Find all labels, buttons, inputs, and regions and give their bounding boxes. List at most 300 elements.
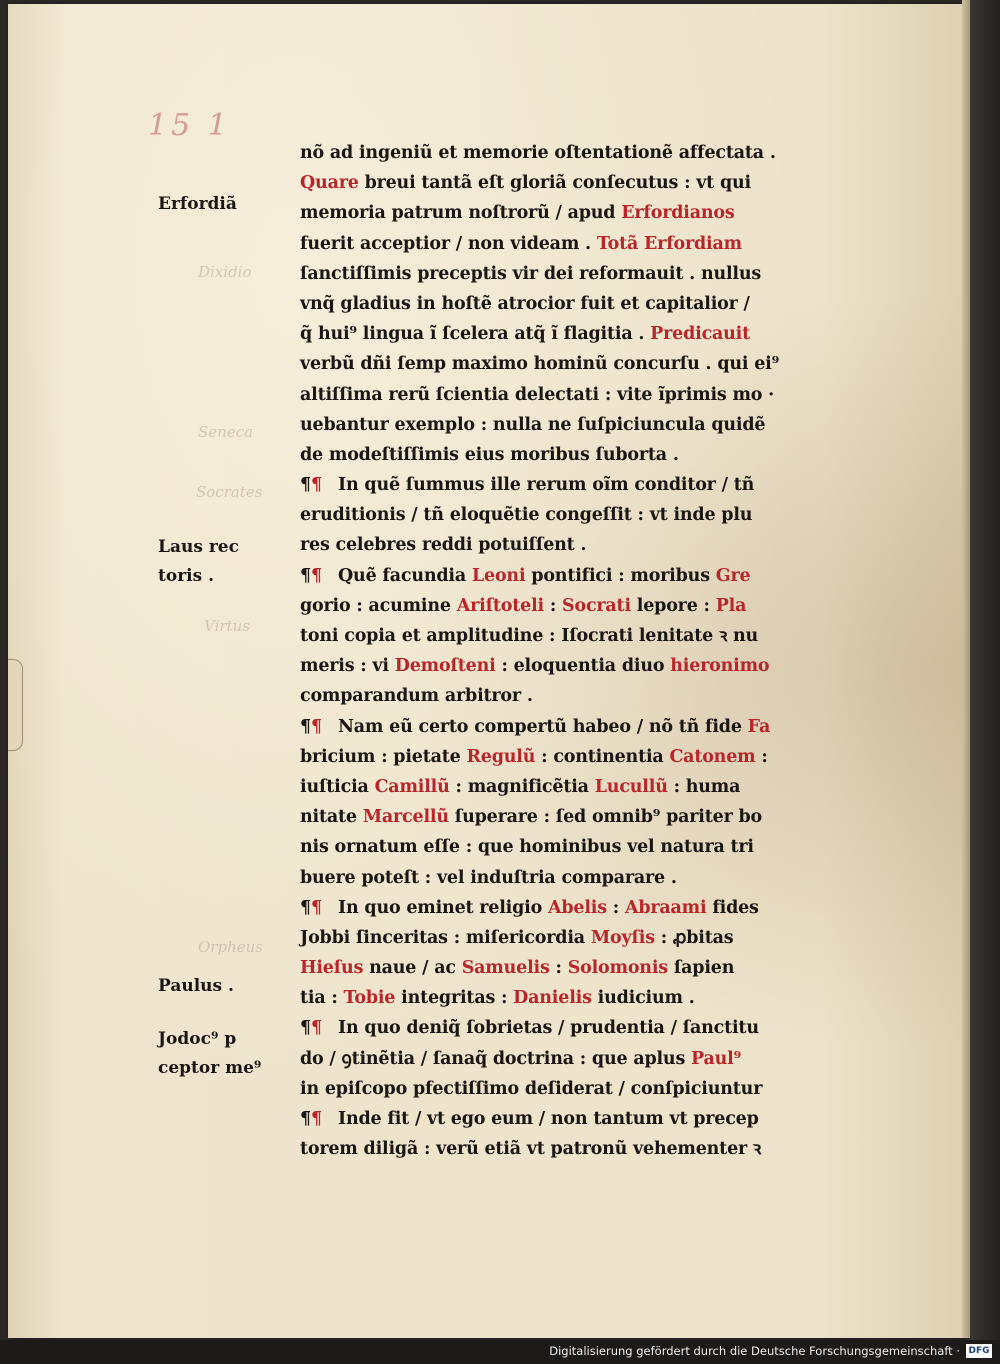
word: . — [585, 233, 597, 254]
paragraph-mark-icon: ¶¶ — [300, 1109, 322, 1129]
word: ſanctitu — [682, 1018, 759, 1039]
word: reformauit — [579, 263, 690, 284]
word: conſecutus — [572, 173, 685, 194]
word: fit — [387, 1109, 415, 1129]
book-spine — [970, 0, 1000, 1340]
word: q̃ — [300, 324, 318, 345]
word: : — [612, 897, 625, 918]
word: eruditionis — [300, 505, 412, 526]
word: bo — [738, 807, 762, 828]
word: : — [501, 988, 514, 1009]
funding-credit: Digitalisierung gefördert durch die Deutsche Forschungsgemeinschaft · — [549, 1344, 960, 1358]
word: nulla — [492, 414, 548, 435]
word: ille — [490, 475, 527, 496]
word: ſobrietas — [466, 1018, 559, 1039]
word: concurſu — [613, 354, 706, 375]
word: gloriã — [509, 173, 573, 194]
word: gorio — [300, 595, 357, 616]
word: lingua — [362, 324, 430, 345]
word: / — [422, 958, 435, 979]
paragraph-line — [300, 712, 830, 742]
paragraph-mark-icon: ¶¶ — [300, 716, 322, 737]
rubricated-word: Lucullũ — [594, 776, 674, 797]
word: . — [580, 535, 587, 556]
text-line — [300, 530, 830, 560]
text-line — [300, 1134, 830, 1164]
paragraph-line — [300, 1104, 830, 1134]
word: que — [477, 837, 520, 858]
word: hominũ — [533, 354, 614, 375]
word: . — [638, 324, 651, 345]
word: capitalior — [645, 293, 744, 314]
word: ĩ — [429, 324, 443, 345]
word: ſemp — [397, 354, 452, 375]
word: eloquentia — [513, 656, 622, 677]
word: do — [300, 1048, 330, 1069]
word: potuiſſent — [478, 535, 581, 556]
rubricated-word: Erfordianos — [621, 203, 735, 224]
word: ſuſpiciuncula — [577, 414, 712, 435]
show-through-text: Dixidio — [198, 263, 252, 281]
word: : — [424, 867, 437, 888]
rubricated-word: Solomonis — [567, 958, 674, 979]
word: atq̃ — [514, 324, 552, 345]
word: res — [300, 535, 336, 556]
word: hui⁹ — [317, 324, 363, 345]
word: In — [338, 475, 365, 496]
word: : — [549, 595, 563, 616]
text-line — [300, 289, 830, 319]
word: atrocior — [497, 293, 581, 314]
word: nis — [300, 837, 335, 858]
word: arbitror — [444, 686, 527, 707]
rubricated-word: Quare — [300, 173, 365, 194]
rubricated-word: Erfordiam — [644, 233, 742, 254]
paragraph-mark-icon: ¶¶ — [300, 897, 322, 918]
word: ei⁹ — [754, 354, 780, 375]
word: rerum — [526, 475, 593, 496]
word: flagitia — [563, 324, 639, 345]
paragraph-line — [300, 1013, 830, 1043]
word: gladius — [340, 293, 417, 314]
word: apud — [567, 203, 622, 224]
word: non — [550, 1109, 594, 1129]
word: fuit — [580, 293, 621, 314]
word: hominibus — [519, 837, 628, 858]
text-line — [300, 198, 830, 228]
folio-number: 15 1 — [148, 108, 231, 143]
word: poteſt — [361, 867, 425, 888]
word: In — [338, 1018, 365, 1039]
word: integritas — [401, 988, 502, 1009]
word: bricium — [300, 746, 382, 767]
word: pariter — [666, 807, 739, 828]
rubricated-word: Danielis — [513, 988, 598, 1009]
word: lepore — [636, 595, 704, 616]
word: . — [705, 354, 718, 375]
word: ornatum — [334, 837, 424, 858]
word: Quẽ — [338, 565, 383, 586]
word: magnificẽtia — [467, 776, 595, 797]
word: : — [360, 656, 373, 677]
word: ꝯtinẽtia — [341, 1048, 421, 1069]
word: rerũ — [388, 384, 436, 405]
word: omnib⁹ — [591, 807, 667, 828]
word: modeſtiſſimis — [328, 444, 465, 465]
word: compertũ — [474, 716, 573, 737]
word: moribus — [630, 565, 716, 586]
word: preceptis — [417, 263, 513, 284]
word: induſtria — [470, 867, 562, 888]
word: eloquẽtie — [449, 505, 546, 526]
text-line — [300, 863, 830, 893]
word: vel — [436, 867, 471, 888]
word: / — [743, 293, 750, 314]
word: ſinceritas — [355, 927, 454, 948]
rubricated-word: Moyſis — [590, 927, 661, 948]
word: : — [684, 173, 697, 194]
word: torem — [300, 1139, 364, 1160]
word: toni — [300, 626, 345, 646]
paragraph-mark-icon: ¶¶ — [300, 1018, 322, 1039]
show-through-text: Seneca — [198, 423, 254, 441]
word: miſericordia — [465, 927, 591, 948]
text-line — [300, 500, 830, 530]
text-line — [300, 923, 830, 953]
word: : — [637, 505, 650, 526]
word: inde — [673, 505, 722, 526]
word: oĩm — [592, 475, 635, 496]
word: : — [501, 656, 514, 677]
word: ſcientia — [435, 384, 515, 405]
text-line — [300, 591, 830, 621]
word: / — [636, 716, 649, 737]
word: precep — [693, 1109, 759, 1129]
word: ne — [547, 414, 578, 435]
footer-bar — [0, 1340, 1000, 1364]
word: nullus — [700, 263, 762, 284]
word: eſt — [477, 173, 510, 194]
word: naue — [369, 958, 423, 979]
word: etiã — [484, 1139, 527, 1160]
rubricated-word: Fa — [747, 716, 771, 737]
word: ſuborta — [595, 444, 673, 465]
rubricated-word: Hieſus — [300, 958, 370, 979]
rubricated-word: Camillũ — [374, 776, 456, 797]
word: buere — [300, 867, 362, 888]
word: lenitate — [638, 626, 719, 646]
text-line — [300, 953, 830, 983]
word: / — [558, 1018, 571, 1039]
word: vt — [696, 173, 720, 194]
word: / — [411, 505, 424, 526]
word: natura — [660, 837, 731, 858]
word: huma — [685, 776, 741, 797]
word: acumine — [368, 595, 457, 616]
word: nitate — [300, 807, 363, 828]
rubricated-word: Socrati — [562, 595, 637, 616]
word: verũ — [436, 1139, 485, 1160]
word: . — [769, 143, 776, 163]
word: tñ — [678, 716, 706, 737]
word: aplus — [633, 1048, 692, 1069]
word: vi — [372, 656, 395, 677]
text-line — [300, 802, 830, 832]
text-line — [300, 380, 830, 410]
word: vir — [512, 263, 544, 284]
word: ſed — [555, 807, 592, 828]
word: verbũ — [300, 354, 361, 375]
word: fides — [712, 897, 759, 918]
word: epiſcopo — [324, 1078, 413, 1099]
word: ac — [434, 958, 462, 979]
word: ĩ — [551, 324, 564, 345]
rubricated-word: Catonem — [669, 746, 762, 767]
word: vnq̃ — [300, 293, 341, 314]
rubricated-word: Regulũ — [466, 746, 542, 767]
word: ꝛ — [718, 626, 733, 646]
word: ſummus — [405, 475, 491, 496]
text-line — [338, 475, 754, 495]
text-line — [300, 138, 830, 168]
word: doctrina — [492, 1048, 580, 1069]
word: Iſocrati — [561, 626, 639, 646]
word: Jobbi — [300, 927, 356, 948]
rubricated-word: Pla — [715, 595, 747, 616]
word: ſapien — [673, 958, 735, 979]
word: / — [555, 203, 568, 224]
word: . — [672, 444, 679, 465]
word: ad — [329, 143, 359, 163]
word: congeſſit — [545, 505, 638, 526]
word: de — [300, 444, 329, 465]
word: tñ — [733, 475, 755, 496]
word: iudicium — [597, 988, 689, 1009]
word: breui — [364, 173, 422, 194]
word: . — [670, 867, 677, 888]
word: conſpiciuntur — [630, 1078, 763, 1099]
word: amplitudine — [426, 626, 550, 646]
word: et — [620, 293, 646, 314]
word: ingeniũ — [358, 143, 439, 163]
word: celebres — [335, 535, 422, 556]
word: meris — [300, 656, 361, 677]
text-line — [300, 621, 830, 651]
word: patrum — [391, 203, 469, 224]
margin-note-laus-2: toris . — [158, 566, 215, 586]
word: nu — [732, 626, 758, 646]
word: / — [420, 1048, 433, 1069]
word: exemplo — [394, 414, 481, 435]
paragraph-line — [300, 893, 830, 923]
text-line — [300, 772, 830, 802]
word: deniq̃ — [406, 1018, 467, 1039]
word: fide — [705, 716, 748, 737]
rubricated-word: Paul⁹ — [691, 1048, 742, 1069]
word: / — [618, 1078, 631, 1099]
show-through-text: Virtus — [204, 617, 250, 635]
word: in — [416, 293, 442, 314]
word: pietate — [393, 746, 467, 767]
word: . — [688, 988, 695, 1009]
rubricated-word: Totã — [596, 233, 645, 254]
text-line — [338, 717, 770, 737]
word: patronũ — [550, 1139, 634, 1160]
word: : — [618, 565, 631, 586]
text-line — [300, 319, 830, 349]
word: : — [381, 746, 394, 767]
word: certo — [418, 716, 475, 737]
word: ĩprimis — [658, 384, 733, 405]
word: oſtentationẽ — [554, 143, 679, 163]
word: : — [356, 595, 369, 616]
text-line — [300, 168, 830, 198]
rubricated-word: Abelis — [547, 897, 613, 918]
word: vel — [627, 837, 661, 858]
word: deſiderat — [524, 1078, 619, 1099]
word: conditor — [634, 475, 722, 496]
show-through-text: Orpheus — [198, 938, 263, 956]
word: religio — [479, 897, 548, 918]
word: dñi — [360, 354, 398, 375]
word: nõ — [648, 716, 679, 737]
word: quo — [364, 1018, 407, 1039]
word: non — [467, 233, 511, 254]
word: . — [689, 263, 701, 284]
word: ꝛ — [752, 1139, 762, 1160]
word: et — [401, 626, 427, 646]
rubricated-word: hieronimo — [670, 656, 770, 677]
word: maximo — [451, 354, 534, 375]
text-line — [338, 1018, 759, 1038]
rubricated-word: Abraami — [624, 897, 713, 918]
word: in — [300, 1078, 325, 1099]
word: / — [721, 475, 734, 496]
word: vehementer — [633, 1139, 753, 1160]
text-line — [338, 566, 750, 586]
word: iuſticia — [300, 776, 375, 797]
word: : — [579, 1048, 592, 1069]
dfg-logo-icon: DFG — [966, 1344, 992, 1358]
text-line — [300, 742, 830, 772]
word: Nam — [338, 716, 390, 737]
word: / — [670, 1018, 683, 1039]
word: vt — [427, 1109, 451, 1129]
word: eminet — [406, 897, 480, 918]
text-line — [300, 440, 830, 470]
word: quidẽ — [711, 414, 766, 435]
word: affectata — [678, 143, 770, 163]
word: ſcelera — [442, 324, 515, 345]
word: : — [480, 414, 493, 435]
text-line — [338, 898, 759, 918]
text-line — [300, 983, 830, 1013]
word: tñ — [423, 505, 450, 526]
word: vt — [669, 1109, 694, 1129]
word: altiſſima — [300, 384, 389, 405]
word: : — [660, 927, 673, 948]
page-edge — [962, 0, 970, 1338]
word: comparandum — [300, 686, 445, 707]
word: ſanaq̃ — [432, 1048, 493, 1069]
word: : — [543, 807, 556, 828]
word: tri — [730, 837, 754, 858]
text-line — [300, 651, 830, 681]
word: : — [703, 595, 716, 616]
margin-note-jodocus-2: ceptor me⁹ — [158, 1058, 262, 1078]
word: fuerit — [300, 233, 361, 254]
rubricated-word: Ariſtoteli — [456, 595, 550, 616]
word: uebantur — [300, 414, 395, 435]
rubricated-word: Samuelis — [461, 958, 556, 979]
word: : — [423, 1139, 437, 1160]
word: : — [455, 776, 468, 797]
word: . — [526, 686, 533, 707]
paragraph-mark-icon: ¶¶ — [300, 565, 322, 586]
text-line — [300, 349, 830, 379]
word: vt — [526, 1139, 551, 1160]
margin-note-paulus: Paulus . — [158, 976, 234, 996]
word: / — [538, 1109, 551, 1129]
word: hoſtẽ — [441, 293, 498, 314]
text-line — [300, 259, 830, 289]
word: copia — [344, 626, 402, 646]
word: : — [673, 776, 686, 797]
word: vite — [617, 384, 659, 405]
word: memorie — [463, 143, 555, 163]
word: ſanctiſſimis — [300, 263, 418, 284]
word: : — [331, 988, 344, 1009]
text-line — [300, 832, 830, 862]
word: tantã — [421, 173, 478, 194]
rubricated-word: Predicauit — [650, 324, 751, 345]
paragraph-mark-icon: ¶¶ — [300, 475, 322, 496]
word: vt — [649, 505, 674, 526]
word: dei — [543, 263, 580, 284]
word: memoria — [300, 203, 392, 224]
word: : — [761, 746, 768, 767]
word: : — [604, 384, 618, 405]
rubricated-word: Leoni — [471, 565, 532, 586]
margin-note-laus-1: Laus rec — [158, 537, 239, 557]
word: comparare — [561, 867, 671, 888]
text-line — [300, 681, 830, 711]
word: tantum — [593, 1109, 670, 1129]
word: acceptior — [360, 233, 456, 254]
word: : — [453, 927, 466, 948]
word: : — [555, 958, 568, 979]
word: In — [338, 897, 365, 918]
word: tia — [300, 988, 332, 1009]
word: videam — [510, 233, 586, 254]
word: / — [455, 233, 468, 254]
text-line — [300, 410, 830, 440]
word: eſſe — [423, 837, 466, 858]
word: diuo — [621, 656, 671, 677]
rubricated-word: Gre — [715, 565, 751, 586]
word: ego — [450, 1109, 492, 1129]
paragraph-line — [300, 561, 830, 591]
word: : — [465, 837, 478, 858]
word: plu — [721, 505, 753, 526]
word: Inde — [338, 1109, 388, 1129]
word: noſtrorũ — [468, 203, 556, 224]
word: moribus — [510, 444, 596, 465]
margin-note-erfordia: Erfordiã — [158, 194, 237, 214]
word: quẽ — [364, 475, 406, 496]
rubricated-word: Marcellũ — [362, 807, 455, 828]
text-line — [300, 1044, 830, 1074]
